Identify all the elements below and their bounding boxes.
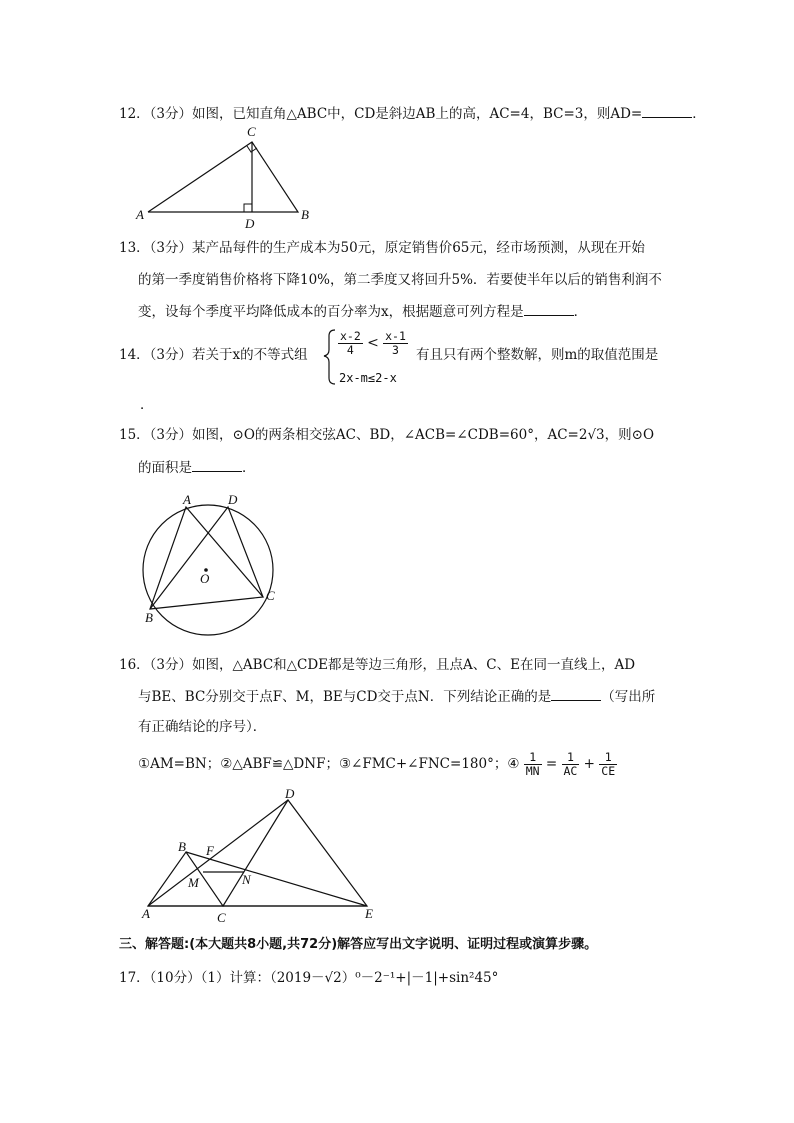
- line-be: [186, 852, 367, 906]
- q16-line2: 与BE、BC分别交于点F、M，BE与CD交于点N．下列结论正确的是 （写出所: [138, 686, 655, 707]
- q12-text: 12．（3分）如图，已知直角△ABC中，CD是斜边AB上的高，AC=4，BC=3，则AD= ．: [119, 103, 706, 124]
- section-3-heading: 三、解答题:(本大题共8小题,共72分)解答应写出文字说明、证明过程或演算步骤。: [119, 937, 598, 952]
- q15-line1: 15．（3分）如图，⊙O的两条相交弦AC、BD，∠ACB=∠CDB=60°，AC=2√3，则⊙O: [119, 427, 655, 443]
- label-b: B: [301, 207, 309, 222]
- q14-row2: 2x-m≤2-x: [339, 371, 397, 385]
- q13-line2: 的第一季度销售价格将下降10%，第二季度又将回升5%．若要使半年以后的销售利润不: [138, 272, 662, 288]
- label-a: A: [183, 492, 191, 507]
- triangle-cde: [223, 800, 367, 906]
- line-ad: [148, 800, 288, 906]
- q13-line1: 13．（3分）某产品每件的生产成本为50元，原定销售价65元，经市场预测，从现在开始: [119, 240, 645, 256]
- label-b: B: [178, 839, 186, 854]
- label-a: A: [142, 906, 150, 921]
- q13-line3: 变，设每个季度平均降低成本的百分率为x，根据题意可列方程是 ．: [138, 301, 587, 322]
- q17-line: 17．（10分）（1）计算：（2019－√2）⁰－2⁻¹+|－1|+sin²45°: [119, 970, 499, 986]
- label-n: N: [242, 872, 251, 887]
- label-m: M: [188, 875, 199, 890]
- label-f: F: [206, 843, 214, 858]
- label-e: E: [365, 906, 373, 921]
- q15-line2: 的面积是 ．: [138, 457, 256, 478]
- label-c: C: [217, 910, 226, 925]
- q14-suffix: 有且只有两个整数解，则m的取值范围是: [416, 347, 659, 363]
- label-b: B: [145, 610, 153, 625]
- q14-end: ．: [140, 397, 154, 413]
- q16-line1: 16．（3分）如图，△ABC和△CDE都是等边三角形，且点A、C、E在同一直线上，AD: [119, 657, 636, 673]
- label-c: C: [266, 588, 275, 603]
- q14-row1: $\frac{x-2}{4}$ < $\frac{x-1}{3}$: [340, 329, 406, 357]
- label-o: O: [200, 571, 210, 586]
- label-a: A: [136, 207, 144, 222]
- label-c: C: [247, 124, 256, 139]
- q14-prefix: 14．（3分）若关于x的不等式组: [119, 347, 308, 363]
- label-d: D: [285, 786, 295, 801]
- label-d: D: [245, 216, 255, 231]
- q16-options: ①AM=BN；②△ABF≌△DNF；③∠FMC+∠FNC=180°；④ $\frac{1}{MN}$ = $\frac{1}{AC}$ + $\frac{1}{CE}$: [138, 750, 616, 778]
- label-d: D: [228, 492, 238, 507]
- q16-line3: 有正确结论的序号）．: [138, 719, 267, 735]
